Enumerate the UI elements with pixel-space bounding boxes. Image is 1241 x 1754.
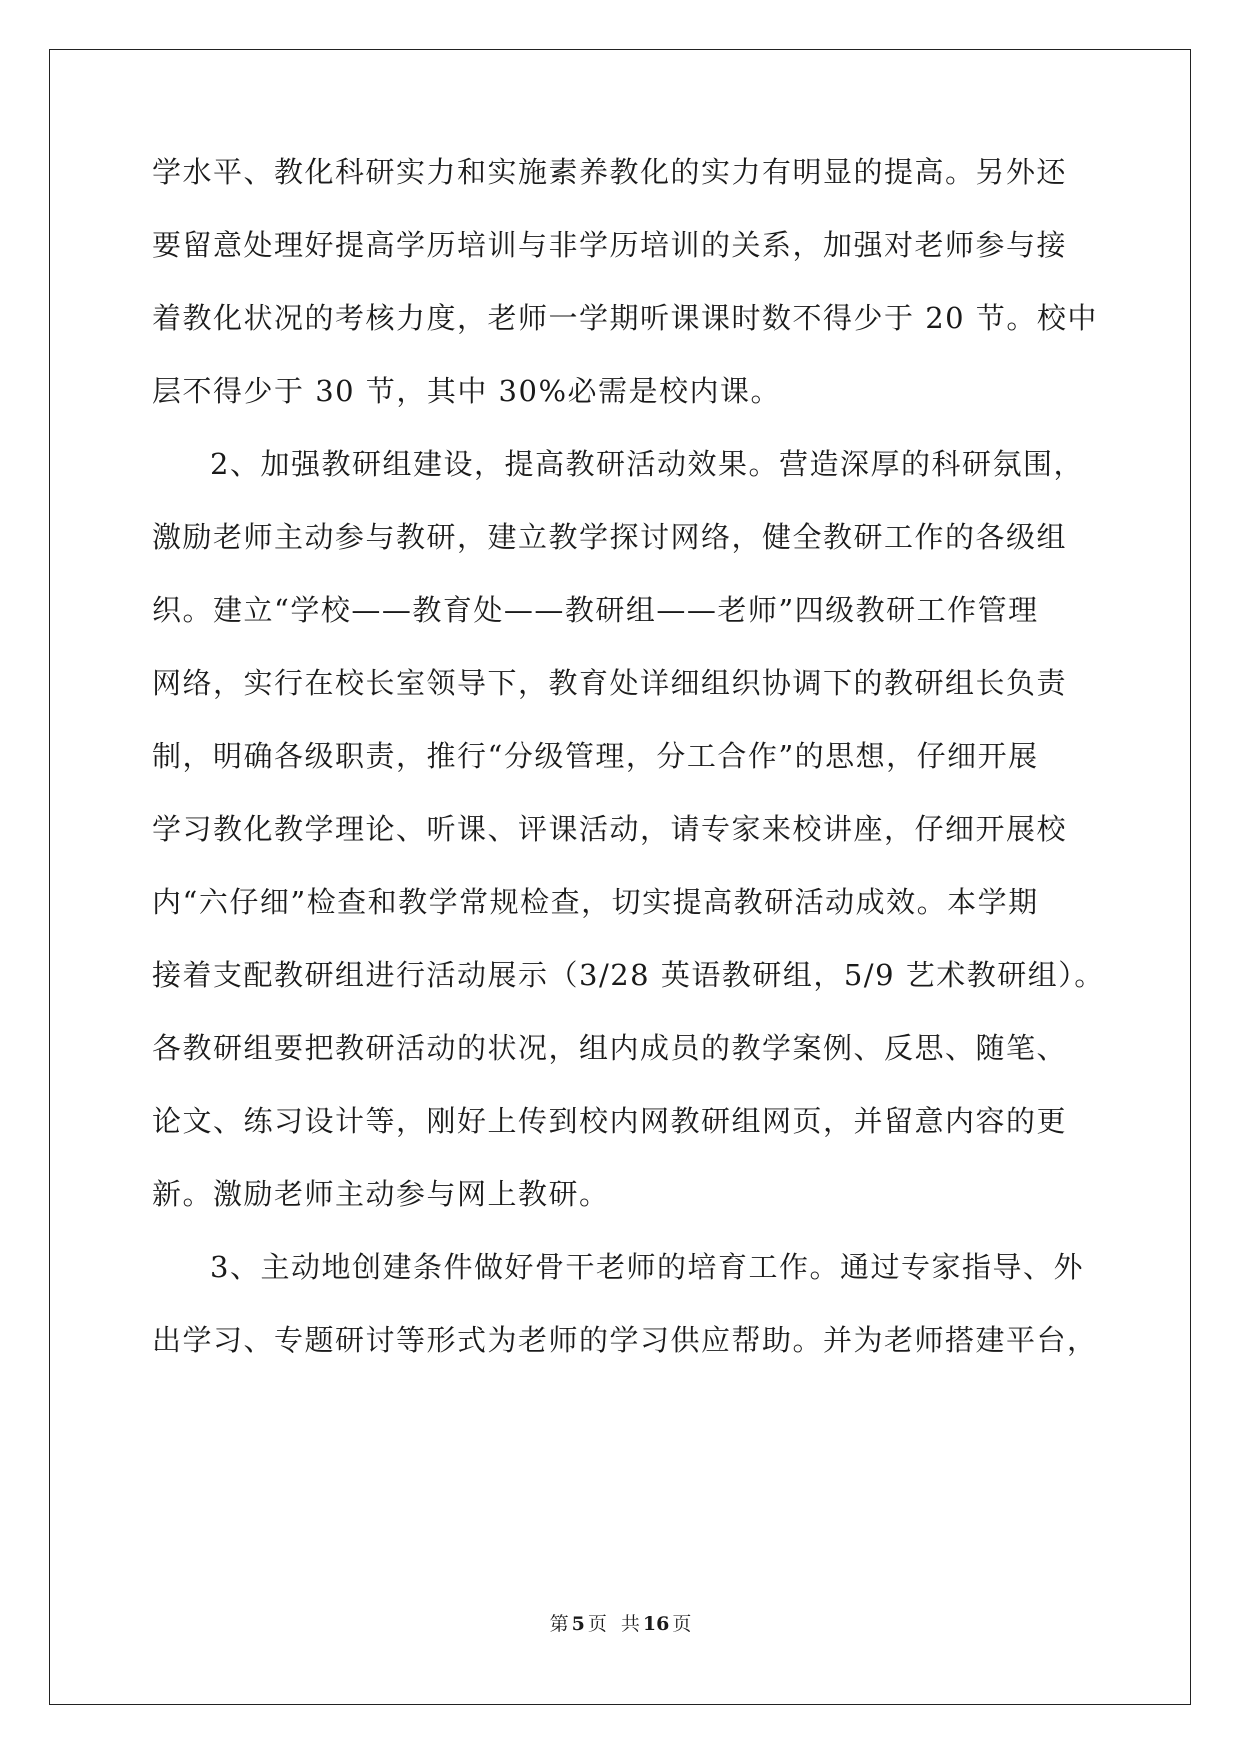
text-line-10: 学习教化教学理论、听课、评课活动，请专家来校讲座，仔细开展校 [152, 812, 1068, 846]
text-line-1: 学水平、教化科研实力和实施素养教化的实力有明显的提高。另外还 [152, 155, 1068, 189]
total-prefix: 共 [620, 1613, 640, 1635]
text-line-3: 着教化状况的考核力度，老师一学期听课课时数不得少于 20 节。校中 [152, 301, 1098, 335]
text-line-6: 激励老师主动参与教研，建立教学探讨网络，健全教研工作的各级组 [152, 520, 1068, 554]
text-line-8: 网络，实行在校长室领导下，教育处详细组织协调下的教研组长负责 [152, 666, 1068, 700]
text-line-11: 内“六仔细”检查和教学常规检查，切实提高教研活动成效。本学期 [152, 885, 1039, 919]
text-line-15: 新。激励老师主动参与网上教研。 [152, 1177, 610, 1211]
text-line-12: 接着支配教研组进行活动展示（3/28 英语教研组，5/9 艺术教研组）。 [152, 958, 1105, 992]
text-line-4: 层不得少于 30 节，其中 30%必需是校内课。 [152, 374, 782, 408]
text-line-13: 各教研组要把教研活动的状况，组内成员的教学案例、反思、随笔、 [152, 1031, 1068, 1065]
page-prefix: 第 [549, 1613, 569, 1635]
text-line-14: 论文、练习设计等，刚好上传到校内网教研组网页，并留意内容的更 [152, 1104, 1068, 1138]
text-line-9: 制，明确各级职责，推行“分级管理，分工合作”的思想，仔细开展 [152, 739, 1039, 773]
paragraph-2-start: 2、加强教研组建设，提高教研活动效果。营造深厚的科研氛围， [210, 447, 1084, 481]
page-suffix: 页 [587, 1613, 607, 1635]
page-number: 5 [571, 1613, 585, 1635]
text-line-7: 织。建立“学校——教育处——教研组——老师”四级教研工作管理 [152, 593, 1039, 627]
paragraph-3-start: 3、主动地创建条件做好骨干老师的培育工作。通过专家指导、外 [210, 1250, 1084, 1284]
page-footer [0, 1612, 1241, 1636]
total-pages: 16 [642, 1613, 670, 1635]
text-line-2: 要留意处理好提高学历培训与非学历培训的关系，加强对老师参与接 [152, 228, 1068, 262]
text-line-17: 出学习、专题研讨等形式为老师的学习供应帮助。并为老师搭建平台， [152, 1323, 1098, 1357]
total-suffix: 页 [672, 1613, 692, 1635]
